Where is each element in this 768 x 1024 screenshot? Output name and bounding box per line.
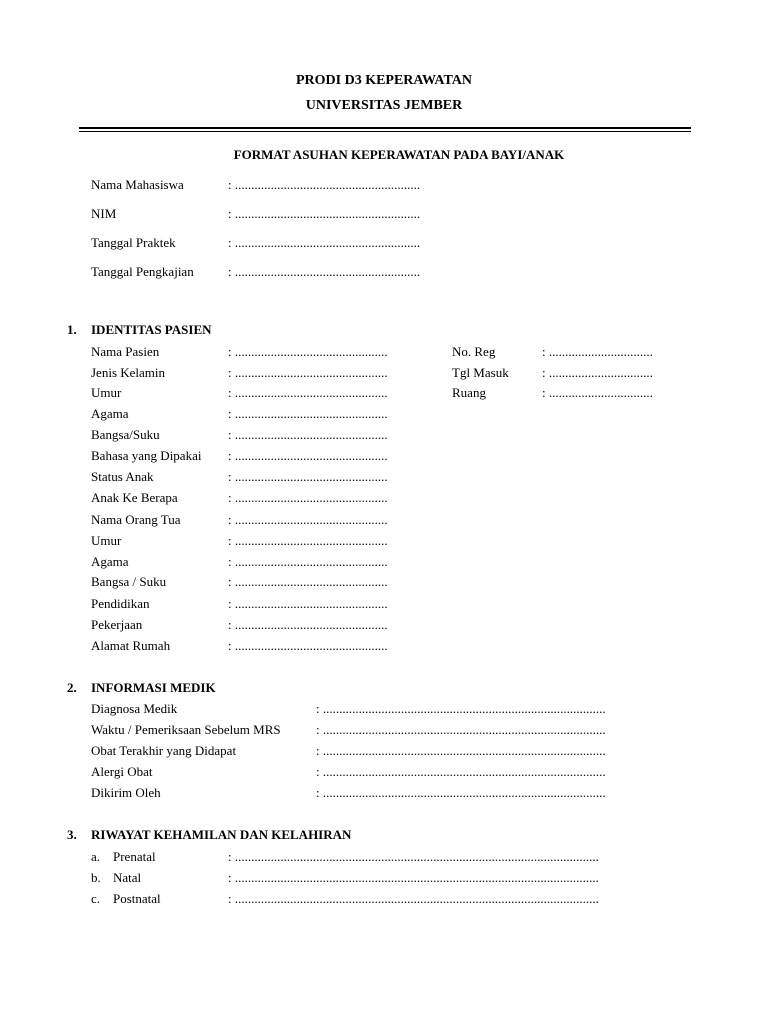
field-value-agama: : ............................................... <box>228 406 388 421</box>
field-value-tgl-masuk: : ................................ <box>542 365 653 380</box>
field-label-tgl-masuk: Tgl Masuk <box>452 365 509 380</box>
field-label-umur: Umur <box>91 385 122 400</box>
section-number-riwayat: 3. <box>67 827 77 842</box>
field-value-bangsa-suku-ortu: : ............................................... <box>228 574 388 589</box>
field-label-prenatal: Prenatal <box>113 849 156 864</box>
field-label-status-anak: Status Anak <box>91 469 154 484</box>
field-value-tanggal-pengkajian: : ......................................................... <box>228 264 421 279</box>
field-label-alamat-rumah: Alamat Rumah <box>91 638 171 653</box>
field-value-diagnosa-medik: : ....................................................................................... <box>316 701 606 716</box>
field-value-umur-ortu: : ............................................... <box>228 533 388 548</box>
field-value-no-reg: : ................................ <box>542 344 653 359</box>
field-label-anak-ke: Anak Ke Berapa <box>91 490 178 505</box>
field-value-natal: : ................................................................................................................ <box>228 870 599 885</box>
section-title-riwayat: RIWAYAT KEHAMILAN DAN KELAHIRAN <box>91 827 352 842</box>
field-label-jenis-kelamin: Jenis Kelamin <box>91 365 166 380</box>
field-label-agama-ortu: Agama <box>91 554 129 569</box>
field-label-pekerjaan: Pekerjaan <box>91 617 143 632</box>
field-label-waktu-pemeriksaan: Waktu / Pemeriksaan Sebelum MRS <box>91 722 281 737</box>
field-label-bangsa-suku: Bangsa/Suku <box>91 427 160 442</box>
field-value-alergi-obat: : ....................................................................................... <box>316 764 606 779</box>
section-number-identitas: 1. <box>67 322 77 337</box>
field-label-pendidikan: Pendidikan <box>91 596 150 611</box>
field-value-nama-mahasiswa: : ......................................................... <box>228 177 421 192</box>
field-value-umur: : ............................................... <box>228 385 388 400</box>
form-title: FORMAT ASUHAN KEPERAWATAN PADA BAYI/ANAK <box>233 147 565 162</box>
field-value-prenatal: : ................................................................................................................ <box>228 849 599 864</box>
field-label-natal: Natal <box>113 870 142 885</box>
field-label-obat-terakhir: Obat Terakhir yang Didapat <box>91 743 237 758</box>
header-rule-thin <box>79 131 691 132</box>
section-number-informasi-medik: 2. <box>67 680 77 695</box>
field-label-postnatal: Postnatal <box>113 891 161 906</box>
list-marker-prenatal: a. <box>91 849 101 864</box>
field-value-waktu-pemeriksaan: : ....................................................................................... <box>316 722 606 737</box>
field-label-bangsa-suku-ortu: Bangsa / Suku <box>91 574 167 589</box>
field-value-pekerjaan: : ............................................... <box>228 617 388 632</box>
field-value-nama-orang-tua: : ............................................... <box>228 512 388 527</box>
field-label-bahasa: Bahasa yang Dipakai <box>91 448 202 463</box>
field-value-tanggal-praktek: : ......................................................... <box>228 235 421 250</box>
field-value-alamat-rumah: : ............................................... <box>228 638 388 653</box>
field-value-bahasa: : ............................................... <box>228 448 388 463</box>
field-label-tanggal-pengkajian: Tanggal Pengkajian <box>91 264 194 279</box>
field-value-status-anak: : ............................................... <box>228 469 388 484</box>
field-label-agama: Agama <box>91 406 129 421</box>
header-rule-thick <box>79 127 691 129</box>
field-label-dikirim-oleh: Dikirim Oleh <box>91 785 161 800</box>
header-institution-line2: UNIVERSITAS JEMBER <box>305 98 463 113</box>
field-value-nama-pasien: : ............................................... <box>228 344 388 359</box>
field-label-umur-ortu: Umur <box>91 533 122 548</box>
field-value-jenis-kelamin: : ............................................... <box>228 365 388 380</box>
field-value-agama-ortu: : ............................................... <box>228 554 388 569</box>
field-value-bangsa-suku: : ............................................... <box>228 427 388 442</box>
field-label-no-reg: No. Reg <box>452 344 496 359</box>
field-value-nim: : ......................................................... <box>228 206 421 221</box>
field-label-nama-orang-tua: Nama Orang Tua <box>91 512 181 527</box>
field-value-anak-ke: : ............................................... <box>228 490 388 505</box>
field-value-obat-terakhir: : ....................................................................................... <box>316 743 606 758</box>
list-marker-natal: b. <box>91 870 101 885</box>
field-label-nim: NIM <box>91 206 117 221</box>
field-value-pendidikan: : ............................................... <box>228 596 388 611</box>
field-value-dikirim-oleh: : ....................................................................................... <box>316 785 606 800</box>
field-value-ruang: : ................................ <box>542 385 653 400</box>
list-marker-postnatal: c. <box>91 891 101 906</box>
header-institution-line1: PRODI D3 KEPERAWATAN <box>295 73 473 88</box>
field-label-nama-pasien: Nama Pasien <box>91 344 160 359</box>
field-label-tanggal-praktek: Tanggal Praktek <box>91 235 176 250</box>
field-value-postnatal: : ................................................................................................................ <box>228 891 599 906</box>
field-label-nama-mahasiswa: Nama Mahasiswa <box>91 177 184 192</box>
field-label-alergi-obat: Alergi Obat <box>91 764 153 779</box>
section-title-informasi-medik: INFORMASI MEDIK <box>91 680 216 695</box>
field-label-diagnosa-medik: Diagnosa Medik <box>91 701 178 716</box>
field-label-ruang: Ruang <box>452 385 486 400</box>
section-title-identitas: IDENTITAS PASIEN <box>91 322 212 337</box>
